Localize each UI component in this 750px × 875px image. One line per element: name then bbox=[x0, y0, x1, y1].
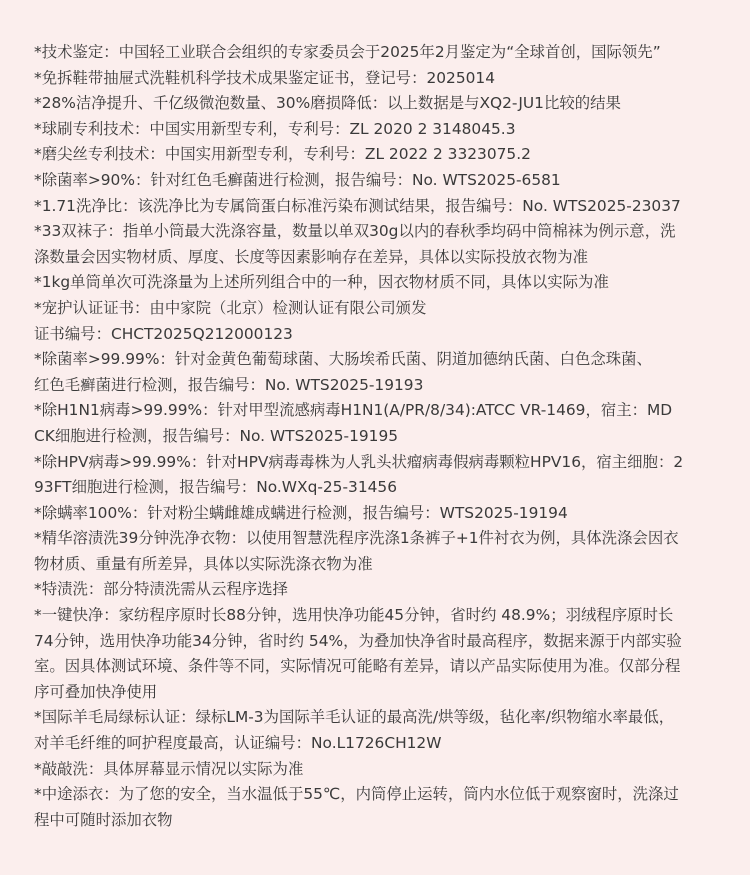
note-line: *精华溶渍洗39分钟洗净衣物：以使用智慧洗程序洗涤1条裤子+1件衬衣为例，具体洗涤会因衣 bbox=[34, 529, 679, 548]
note-line: *中途添衣：为了您的安全，当水温低于55℃，内筒停止运转，筒内水位低于观察窗时，洗涤过 bbox=[34, 785, 679, 804]
note-line: *国际羊毛局绿标认证：绿标LM-3为国际羊毛认证的最高洗/烘等级，毡化率/织物缩水率最低， bbox=[34, 708, 675, 727]
note-line: 红色毛癣菌进行检测，报告编号：No. WTS2025-19193 bbox=[34, 375, 424, 394]
note-line: 74分钟，选用快净功能34分钟，省时约 54%，为叠加快净省时最高程序，数据来源于内部实验 bbox=[34, 631, 682, 650]
note-line: *1.71洗净比：该洗净比为专属筒蛋白标准污染布测试结果，报告编号：No. WTS2025-23037 bbox=[34, 196, 681, 215]
note-line: *免拆鞋带抽屉式洗鞋机科学技术成果鉴定证书，登记号：2025014 bbox=[34, 68, 496, 87]
note-line: *除HPV病毒>99.99%：针对HPV病毒毒株为人乳头状瘤病毒假病毒颗粒HPV16，宿主细胞：2 bbox=[34, 452, 684, 471]
note-line: 物材质、重量有所差异，具体以实际洗涤衣物为准 bbox=[34, 554, 373, 573]
note-line: *除菌率>90%：针对红色毛癣菌进行检测，报告编号：No. WTS2025-6581 bbox=[34, 170, 561, 189]
note-line: *宠护认证证书：由中家院（北京）检测认证有限公司颁发 bbox=[34, 298, 427, 317]
note-line: *除H1N1病毒>99.99%：针对甲型流感病毒H1N1(A/PR/8/34):ATCC VR-1469，宿主：MD bbox=[34, 401, 673, 420]
note-line: *除菌率>99.99%：针对金黄色葡萄球菌、大肠埃希氏菌、阴道加德纳氏菌、白色念珠菌、 bbox=[34, 350, 652, 369]
note-line: *磨尖丝专利技术：中国实用新型专利，专利号：ZL 2022 2 3323075.2 bbox=[34, 145, 531, 164]
note-line: 室。因具体测试环境、条件等不同，实际情况可能略有差异，请以产品实际使用为准。仅部分程 bbox=[34, 657, 681, 676]
note-line: *1kg单筒单次可洗涤量为上述所列组合中的一种，因衣物材质不同，具体以实际为准 bbox=[34, 273, 609, 292]
note-line: *特渍洗：部分特渍洗需从云程序选择 bbox=[34, 580, 288, 599]
note-line: CK细胞进行检测，报告编号：No. WTS2025-19195 bbox=[34, 426, 399, 445]
note-line: *一键快净：家纺程序原时长88分钟，选用快净功能45分钟，省时约 48.9%；羽绒程序原时长 bbox=[34, 606, 674, 625]
note-line: *28%洁净提升、千亿级微泡数量、30%磨损降低：以上数据是与XQ2-JU1比较的结果 bbox=[34, 94, 621, 113]
note-line: *除螨率100%：针对粉尘螨雌雄成螨进行检测，报告编号：WTS2025-19194 bbox=[34, 503, 568, 522]
note-line: 序可叠加快净使用 bbox=[34, 682, 158, 701]
disclaimer-notes bbox=[34, 40, 730, 833]
note-line: *技术鉴定：中国轻工业联合会组织的专家委员会于2025年2月鉴定为“全球首创，国际领先” bbox=[34, 43, 661, 61]
note-line: 证书编号：CHCT2025Q212000123 bbox=[34, 324, 293, 343]
note-line: *敲敲洗：具体屏幕显示情况以实际为准 bbox=[34, 759, 304, 778]
note-line: 对羊毛纤维的呵护程度最高，认证编号：No.L1726CH12W bbox=[34, 734, 442, 753]
note-line: 涤数量会因实物材质、厚度、长度等因素影响存在差异，具体以实际投放衣物为准 bbox=[34, 247, 589, 266]
note-line: 程中可随时添加衣物 bbox=[34, 810, 173, 829]
note-line: 93FT细胞进行检测，报告编号：No.WXq-25-31456 bbox=[34, 478, 397, 497]
note-line: *33双袜子：指单小筒最大洗涤容量，数量以单双30g以内的春秋季均码中筒棉袜为例示意，洗 bbox=[34, 222, 676, 241]
note-line: *球刷专利技术：中国实用新型专利，专利号：ZL 2020 2 3148045.3 bbox=[34, 119, 516, 138]
